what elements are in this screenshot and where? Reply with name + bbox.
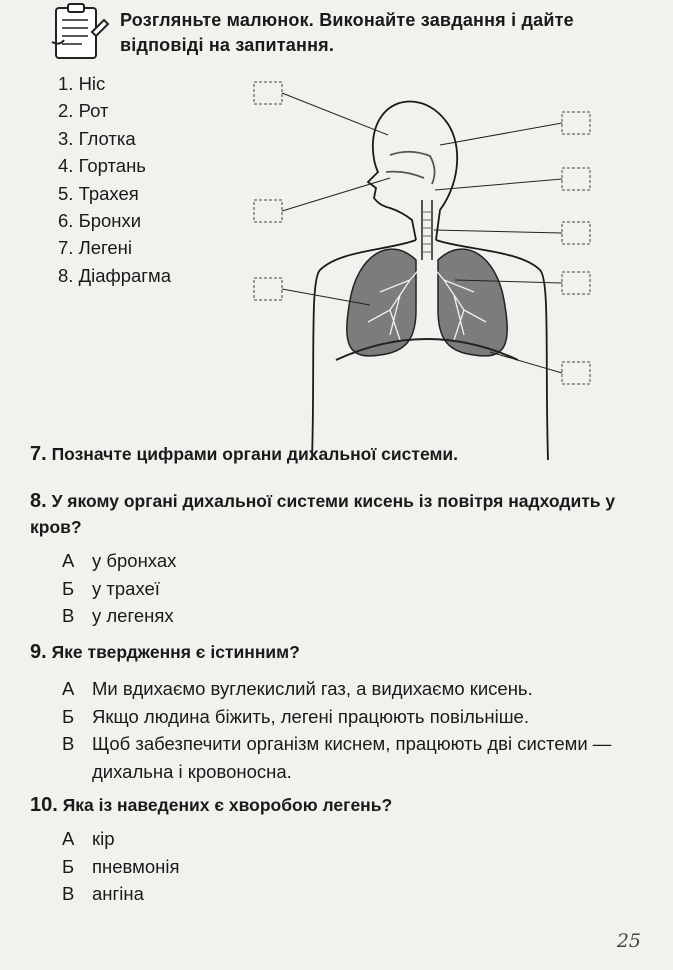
list-item: 3. Глотка: [58, 127, 136, 149]
organ-list: [58, 70, 171, 289]
answer-option[interactable]: В Щоб забезпечити організм киснем, працюють дві системи — дихальна і кровоносна.: [62, 733, 612, 782]
question-8-options: [62, 547, 622, 630]
list-item: 6. Бронхи: [58, 209, 142, 231]
answer-option[interactable]: А у бронхах: [62, 550, 177, 571]
question-9: 9. Яке твердження є істинним?: [30, 641, 300, 663]
question-8: 8. У якому органі дихальної системи кисень із повітря надходить у кров?: [30, 490, 616, 537]
question-10-options: [62, 825, 622, 908]
answer-option[interactable]: А Ми вдихаємо вуглекислий газ, а видихаємо кисень.: [62, 678, 533, 699]
page-number: 25: [616, 930, 641, 952]
list-item: 1. Ніс: [58, 73, 106, 94]
question-10: 10. Яка із наведених є хворобою легень?: [30, 794, 393, 816]
answer-option[interactable]: В ангіна: [62, 883, 144, 904]
respiratory-system-diagram: [240, 60, 620, 460]
list-item: 2. Рот: [58, 100, 109, 122]
task-notebook-icon: [48, 2, 110, 62]
answer-option[interactable]: А кір: [62, 828, 115, 849]
list-item: 5. Трахея: [58, 182, 139, 204]
question-9-options: [62, 675, 634, 785]
list-item: 8. Діафрагма: [58, 264, 172, 286]
answer-option[interactable]: Б пневмонія: [62, 855, 180, 877]
answer-option[interactable]: Б Якщо людина біжить, легені працюють повільніше.: [62, 705, 529, 727]
question-7: 7. Позначте цифрами органи дихальної системи.: [30, 443, 459, 465]
instructions: Розгляньте малюнок. Виконайте завдання і дайте відповіді на запитання.: [120, 10, 574, 55]
answer-option[interactable]: В у легенях: [62, 605, 174, 626]
answer-option[interactable]: Б у трахеї: [62, 577, 160, 599]
list-item: 4. Гортань: [58, 155, 146, 177]
list-item: 7. Легені: [58, 237, 132, 259]
